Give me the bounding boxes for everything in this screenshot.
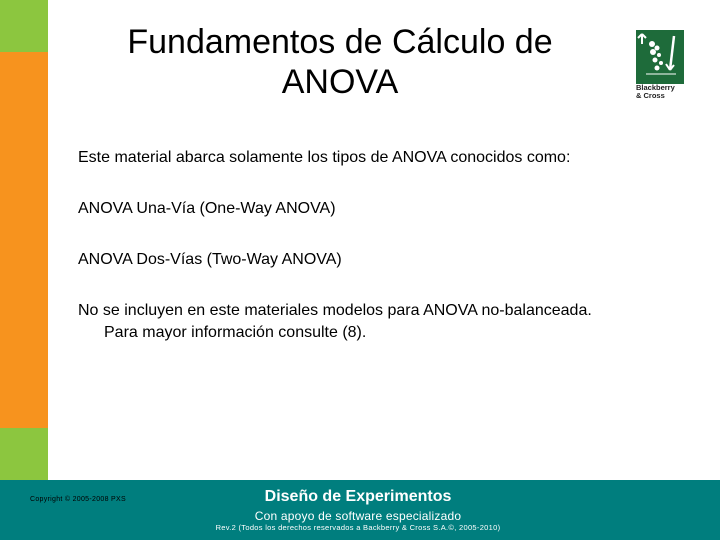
sidebar-band-middle — [0, 52, 48, 428]
slide-title — [60, 22, 620, 102]
blackberry-cross-logo-icon — [636, 30, 684, 84]
slide-title-line1: Fundamentos de Cálculo de — [127, 23, 553, 61]
paragraph-one-way: ANOVA Una-Vía (One-Way ANOVA) — [78, 200, 336, 217]
sidebar-band-bottom — [0, 428, 48, 480]
footer-title: Diseño de Experimentos — [264, 488, 452, 505]
copyright-text: Copyright © 2005-2008 PXS — [30, 496, 126, 503]
logo-text — [636, 84, 688, 100]
paragraph-two-way: ANOVA Dos-Vías (Two-Way ANOVA) — [78, 251, 342, 268]
logo-line1: Blackberry — [636, 83, 675, 92]
paragraph-exclusion: No se incluyen en este materiales modelos para ANOVA no-balanceada. — [78, 302, 592, 319]
logo-line2: & Cross — [636, 91, 665, 100]
slide-title-line2: ANOVA — [281, 63, 399, 101]
sidebar-band-top — [0, 0, 48, 52]
paragraph-intro: Este material abarca solamente los tipos de ANOVA conocidos como: — [78, 149, 571, 166]
footer-bar — [0, 480, 720, 540]
footer-revision: Rev.2 (Todos los derechos reservados a Backberry & Cross S.A.©, 2005-2010) — [215, 523, 501, 532]
company-logo — [634, 30, 686, 100]
paragraph-reference: Para mayor información consulte (8). — [104, 324, 367, 341]
footer-subtitle: Con apoyo de software especializado — [254, 509, 462, 523]
